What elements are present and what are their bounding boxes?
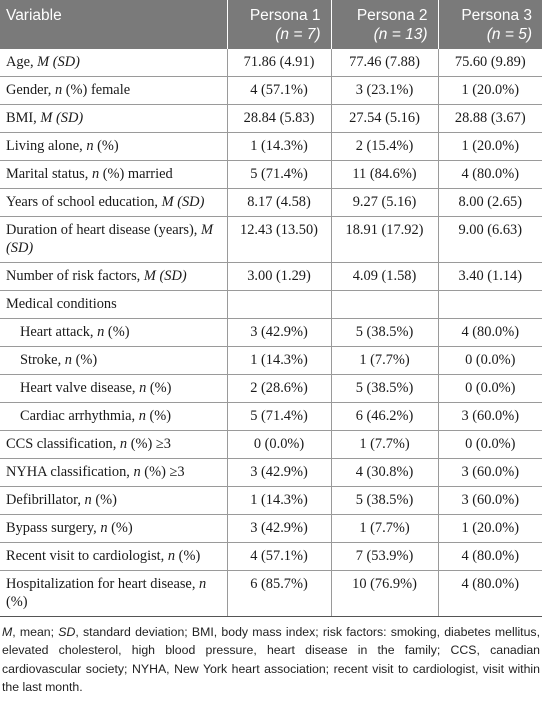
row-label bbox=[0, 133, 227, 161]
stat-symbol: M (SD) bbox=[37, 54, 80, 70]
persona-2-value: 1 (7.7%) bbox=[331, 431, 438, 459]
row-label bbox=[0, 487, 227, 515]
label-suffix: (%) bbox=[146, 380, 172, 396]
table-row bbox=[0, 291, 542, 319]
stat-symbol: n bbox=[199, 576, 207, 592]
persona-1-value: 8.17 (4.58) bbox=[227, 189, 331, 217]
row-label bbox=[0, 49, 227, 77]
row-label bbox=[0, 189, 227, 217]
label-text: Stroke, bbox=[20, 352, 65, 368]
stat-symbol: n bbox=[91, 166, 100, 182]
footnote-m-abbr: M bbox=[2, 625, 13, 639]
row-label bbox=[0, 263, 227, 291]
persona-2-value: 7 (53.9%) bbox=[331, 543, 438, 571]
persona-2-value: 1 (7.7%) bbox=[331, 515, 438, 543]
table-row bbox=[0, 263, 542, 291]
label-text: Bypass surgery, bbox=[6, 520, 101, 536]
row-label bbox=[0, 161, 227, 189]
persona-2-value: 6 (46.2%) bbox=[331, 403, 438, 431]
table-row bbox=[0, 403, 542, 431]
table-row bbox=[0, 375, 542, 403]
label-text: CCS classification, bbox=[6, 436, 120, 452]
persona-3-value: 4 (80.0%) bbox=[438, 319, 542, 347]
row-label bbox=[0, 571, 227, 617]
label-suffix: (%) bbox=[93, 138, 119, 154]
label-suffix: (%) ≥3 bbox=[127, 436, 171, 452]
persona-name: Persona 1 bbox=[249, 7, 321, 24]
persona-2-value: 27.54 (5.16) bbox=[331, 105, 438, 133]
persona-3-value: 4 (80.0%) bbox=[438, 161, 542, 189]
stat-symbol: n bbox=[97, 324, 105, 340]
label-suffix: (%) bbox=[107, 520, 133, 536]
table-row bbox=[0, 347, 542, 375]
persona-1-value: 12.43 (13.50) bbox=[227, 217, 331, 263]
row-label bbox=[0, 543, 227, 571]
header-persona-1 bbox=[227, 0, 331, 49]
table-footnote bbox=[0, 617, 542, 696]
label-text: Heart valve disease, bbox=[20, 380, 140, 396]
label-suffix: (%) bbox=[71, 352, 98, 368]
persona-2-value: 4.09 (1.58) bbox=[331, 263, 438, 291]
stat-symbol: n bbox=[119, 436, 128, 452]
persona-3-value: 0 (0.0%) bbox=[438, 347, 542, 375]
persona-3-value: 9.00 (6.63) bbox=[438, 217, 542, 263]
persona-1-value: 3 (42.9%) bbox=[227, 459, 331, 487]
stat-symbol: n bbox=[84, 492, 92, 508]
persona-3-value: 3.40 (1.14) bbox=[438, 263, 542, 291]
table-body bbox=[0, 49, 542, 617]
label-text: Living alone, bbox=[6, 138, 87, 154]
footnote-sd-abbr: SD bbox=[58, 625, 76, 639]
persona-3-value: 75.60 (9.89) bbox=[438, 49, 542, 77]
table-row bbox=[0, 105, 542, 133]
table-row bbox=[0, 515, 542, 543]
persona-3-value: 28.88 (3.67) bbox=[438, 105, 542, 133]
persona-2-value: 2 (15.4%) bbox=[331, 133, 438, 161]
label-text: Years of school education, bbox=[6, 194, 162, 210]
persona-3-value: 0 (0.0%) bbox=[438, 375, 542, 403]
row-label bbox=[0, 431, 227, 459]
row-label bbox=[0, 375, 227, 403]
persona-1-value bbox=[227, 291, 331, 319]
persona-3-value: 3 (60.0%) bbox=[438, 403, 542, 431]
table-header-row bbox=[0, 0, 542, 49]
persona-2-value: 1 (7.7%) bbox=[331, 347, 438, 375]
persona-1-value: 6 (85.7%) bbox=[227, 571, 331, 617]
persona-1-value: 4 (57.1%) bbox=[227, 77, 331, 105]
persona-1-value: 5 (71.4%) bbox=[227, 161, 331, 189]
stat-symbol: n bbox=[86, 138, 94, 154]
persona-n: (n = 5) bbox=[486, 26, 532, 43]
row-label bbox=[0, 291, 227, 319]
persona-1-value: 1 (14.3%) bbox=[227, 133, 331, 161]
persona-3-value: 3 (60.0%) bbox=[438, 459, 542, 487]
persona-name: Persona 2 bbox=[356, 7, 428, 24]
label-text: Defibrillator, bbox=[6, 492, 85, 508]
persona-3-value: 4 (80.0%) bbox=[438, 543, 542, 571]
persona-2-value: 5 (38.5%) bbox=[331, 319, 438, 347]
label-suffix: (%) bbox=[104, 324, 130, 340]
persona-3-value: 0 (0.0%) bbox=[438, 431, 542, 459]
label-text: Cardiac arrhythmia, bbox=[20, 408, 139, 424]
persona-2-value: 77.46 (7.88) bbox=[331, 49, 438, 77]
persona-3-value: 1 (20.0%) bbox=[438, 133, 542, 161]
stat-symbol: n bbox=[54, 82, 63, 98]
persona-3-value: 1 (20.0%) bbox=[438, 515, 542, 543]
persona-n: (n = 7) bbox=[275, 26, 321, 43]
table-row bbox=[0, 571, 542, 617]
persona-2-value: 5 (38.5%) bbox=[331, 487, 438, 515]
table-row bbox=[0, 543, 542, 571]
row-label bbox=[0, 319, 227, 347]
persona-3-value: 8.00 (2.65) bbox=[438, 189, 542, 217]
persona-1-value: 0 (0.0%) bbox=[227, 431, 331, 459]
header-variable: Variable bbox=[0, 0, 227, 49]
label-text: Gender, bbox=[6, 82, 55, 98]
table-row bbox=[0, 77, 542, 105]
table-row bbox=[0, 133, 542, 161]
footnote-rest: , standard deviation; BMI, body mass index; risk factors: smoking, diabetes mellitus, elevated cholesterol, high blood pressure, heart disease in the family; CCS, canadian cardiovascular society; NYHA, New York heart association; recent visit to cardiologist, visit within the last month. bbox=[2, 625, 540, 694]
label-text: Marital status, bbox=[6, 166, 92, 182]
persona-1-value: 3 (42.9%) bbox=[227, 319, 331, 347]
label-text: Age, bbox=[6, 54, 38, 70]
table-row bbox=[0, 459, 542, 487]
persona-1-value: 4 (57.1%) bbox=[227, 543, 331, 571]
row-label bbox=[0, 403, 227, 431]
persona-2-value: 4 (30.8%) bbox=[331, 459, 438, 487]
persona-2-value: 10 (76.9%) bbox=[331, 571, 438, 617]
stat-symbol: M (SD) bbox=[6, 222, 213, 256]
label-suffix: (%) bbox=[175, 548, 201, 564]
persona-1-value: 28.84 (5.83) bbox=[227, 105, 331, 133]
persona-3-value: 1 (20.0%) bbox=[438, 77, 542, 105]
label-text: Recent visit to cardiologist, bbox=[6, 548, 168, 564]
persona-3-value: 3 (60.0%) bbox=[438, 487, 542, 515]
stat-symbol: M (SD) bbox=[143, 268, 187, 284]
row-label bbox=[0, 347, 227, 375]
label-text: Medical conditions bbox=[6, 296, 117, 312]
stat-symbol: n bbox=[138, 408, 146, 424]
row-label bbox=[0, 459, 227, 487]
persona-3-value bbox=[438, 291, 542, 319]
persona-name: Persona 3 bbox=[461, 7, 532, 24]
label-suffix: (%) bbox=[6, 594, 28, 610]
stat-symbol: n bbox=[133, 464, 141, 480]
persona-3-value: 4 (80.0%) bbox=[438, 571, 542, 617]
header-persona-2 bbox=[331, 0, 438, 49]
label-text: BMI, bbox=[6, 110, 41, 126]
persona-1-value: 2 (28.6%) bbox=[227, 375, 331, 403]
label-text: Number of risk factors, bbox=[6, 268, 144, 284]
table-row bbox=[0, 431, 542, 459]
table-row bbox=[0, 189, 542, 217]
row-label bbox=[0, 217, 227, 263]
persona-2-value: 9.27 (5.16) bbox=[331, 189, 438, 217]
label-suffix: (%) ≥3 bbox=[140, 464, 185, 480]
persona-1-value: 3 (42.9%) bbox=[227, 515, 331, 543]
table-row bbox=[0, 319, 542, 347]
persona-1-value: 5 (71.4%) bbox=[227, 403, 331, 431]
row-label bbox=[0, 77, 227, 105]
stat-symbol: M (SD) bbox=[161, 194, 205, 210]
persona-2-value: 5 (38.5%) bbox=[331, 375, 438, 403]
stat-symbol: n bbox=[64, 352, 72, 368]
stat-symbol: n bbox=[139, 380, 147, 396]
persona-2-value: 18.91 (17.92) bbox=[331, 217, 438, 263]
row-label bbox=[0, 515, 227, 543]
persona-1-value: 71.86 (4.91) bbox=[227, 49, 331, 77]
table-row bbox=[0, 161, 542, 189]
stat-symbol: M (SD) bbox=[40, 110, 84, 126]
persona-n: (n = 13) bbox=[373, 26, 428, 43]
stat-symbol: n bbox=[167, 548, 176, 564]
table-row bbox=[0, 49, 542, 77]
table-row bbox=[0, 487, 542, 515]
label-suffix: (%) bbox=[145, 408, 172, 424]
label-suffix: (%) bbox=[91, 492, 117, 508]
stat-symbol: n bbox=[100, 520, 108, 536]
row-label bbox=[0, 105, 227, 133]
label-text: Hospitalization for heart disease, bbox=[6, 576, 200, 592]
label-suffix: (%) female bbox=[62, 82, 131, 98]
label-suffix: (%) married bbox=[99, 166, 173, 182]
persona-2-value bbox=[331, 291, 438, 319]
label-text: NYHA classification, bbox=[6, 464, 134, 480]
persona-1-value: 1 (14.3%) bbox=[227, 487, 331, 515]
label-text: Heart attack, bbox=[20, 324, 98, 340]
persona-2-value: 3 (23.1%) bbox=[331, 77, 438, 105]
persona-1-value: 3.00 (1.29) bbox=[227, 263, 331, 291]
persona-2-value: 11 (84.6%) bbox=[331, 161, 438, 189]
persona-1-value: 1 (14.3%) bbox=[227, 347, 331, 375]
footnote-m-text: , mean; bbox=[12, 625, 59, 639]
header-persona-3 bbox=[438, 0, 542, 49]
table-row bbox=[0, 217, 542, 263]
label-text: Duration of heart disease (years), bbox=[6, 222, 201, 238]
